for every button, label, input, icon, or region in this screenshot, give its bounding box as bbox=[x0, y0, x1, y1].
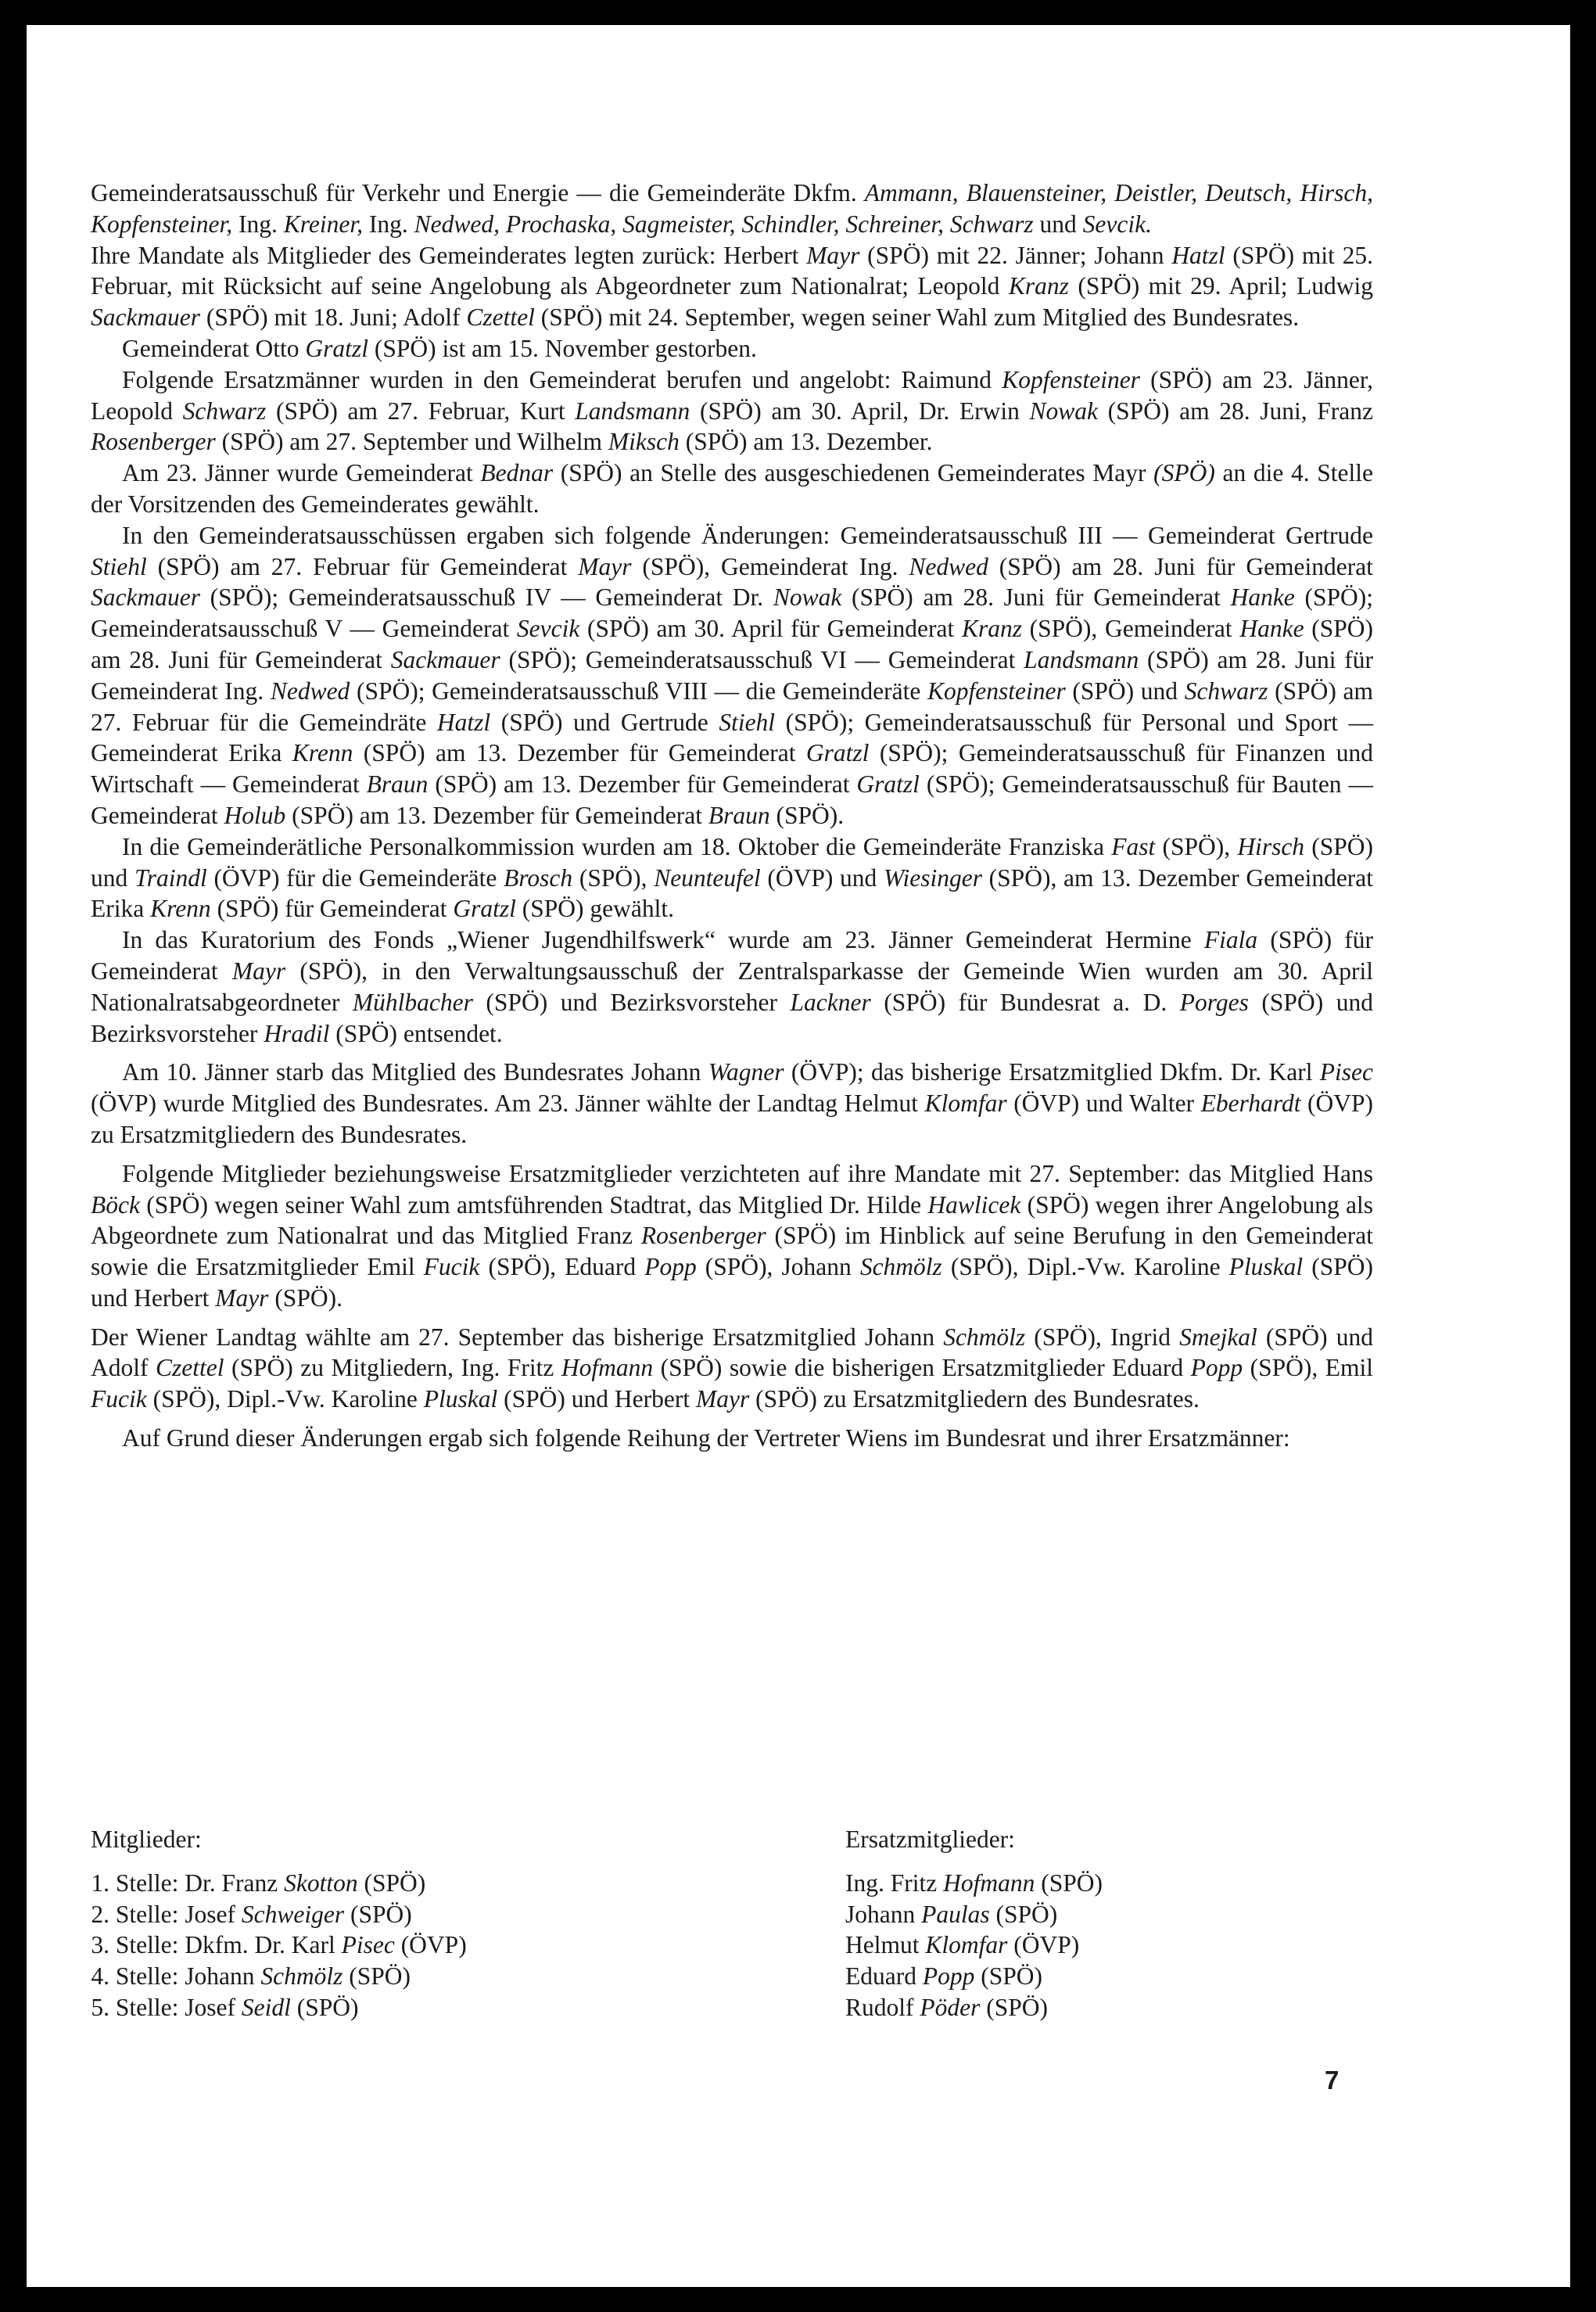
member-entry bbox=[91, 1992, 794, 2023]
person-name: Bednar bbox=[480, 459, 554, 487]
text-run: (SPÖ) mit 22. Jänner; Johann bbox=[859, 241, 1172, 269]
person-name: Böck bbox=[91, 1190, 140, 1219]
substitute-name: Hofmann bbox=[943, 1869, 1035, 1897]
page-number: 7 bbox=[1325, 2066, 1340, 2095]
person-name: Hofmann bbox=[561, 1354, 654, 1382]
text-run: (SPÖ) wegen ihrer Angelobung als Abgeordnete zum Nationalrat und das Mitglied Franz bbox=[91, 1190, 1373, 1250]
member-party: (ÖVP) bbox=[394, 1931, 467, 1959]
text-run: (SPÖ), Gemeinderat Ing. bbox=[631, 552, 909, 580]
text-run: Ing. bbox=[362, 210, 414, 238]
text-run: (SPÖ) und Herbert bbox=[497, 1385, 696, 1413]
person-name: Sackmauer bbox=[91, 303, 200, 332]
text-run: (SPÖ); Gemeinderatsausschuß V — Gemeinderat bbox=[91, 583, 1373, 643]
person-name: Gratzl bbox=[305, 334, 368, 362]
member-entry bbox=[91, 1961, 794, 1992]
text-run: (SPÖ) am 28. Juni für Gemeinderat Ing. bbox=[91, 645, 1374, 705]
text-run: (SPÖ) entsendet. bbox=[329, 1019, 503, 1047]
person-name: Mayr bbox=[695, 1385, 750, 1413]
substitute-prefix: Johann bbox=[845, 1900, 922, 1928]
member-party: (SPÖ) bbox=[357, 1869, 426, 1897]
text-run: Gemeinderatsausschuß für Verkehr und Energie — die Gemeinderäte Dkfm. bbox=[91, 179, 865, 206]
text-run: (ÖVP) wurde Mitglied des Bundesrates. Am 23. Jänner wählte der Landtag Helmut bbox=[91, 1090, 925, 1118]
substitute-party: (SPÖ) bbox=[974, 1962, 1042, 1991]
substitute-prefix: Rudolf bbox=[845, 1993, 920, 2021]
person-name: Braun bbox=[708, 801, 770, 829]
person-name: Fiala bbox=[1203, 926, 1258, 954]
paragraph bbox=[91, 831, 1373, 924]
member-name: Schmölz bbox=[260, 1962, 343, 1991]
person-name: Smejkal bbox=[1179, 1323, 1257, 1351]
substitutes-list bbox=[845, 1868, 1314, 2023]
paragraph bbox=[91, 1322, 1373, 1415]
member-entry bbox=[91, 1930, 794, 1961]
text-run: (SPÖ) am 28. Juni für Gemeinderat bbox=[841, 583, 1231, 612]
person-name: Kreiner, bbox=[283, 210, 363, 238]
person-name: Pluskal bbox=[1228, 1253, 1304, 1281]
person-name: Pisec bbox=[1319, 1058, 1373, 1086]
member-name: Seidl bbox=[241, 1993, 291, 2021]
text-run: (ÖVP) und Walter bbox=[1006, 1090, 1201, 1118]
members-heading: Mitglieder: bbox=[91, 1826, 202, 1853]
substitute-party: (ÖVP) bbox=[1007, 1931, 1080, 1959]
person-name: Rosenberger bbox=[91, 428, 216, 456]
person-name: Czettel bbox=[466, 303, 535, 332]
text-run: (SPÖ) am 30. April für Gemeinderat bbox=[579, 615, 962, 643]
text-run: Folgende Mitglieder beziehungsweise Ersatzmitglieder verzichteten auf ihre Mandate mit 27. September: das Mitglied Hans bbox=[122, 1159, 1373, 1187]
position-number: 3. bbox=[91, 1931, 109, 1959]
person-name: Pluskal bbox=[423, 1385, 498, 1413]
person-name: Gratzl bbox=[453, 895, 516, 923]
text-run: (SPÖ) und Adolf bbox=[91, 1323, 1374, 1382]
text-run: (SPÖ) für Gemeinderat bbox=[91, 926, 1374, 985]
substitutes-heading: Ersatzmitglieder: bbox=[845, 1826, 1015, 1853]
member-party: (SPÖ) bbox=[344, 1900, 412, 1928]
paragraph bbox=[91, 240, 1373, 333]
member-name: Pisec bbox=[341, 1931, 395, 1959]
substitute-name: Popp bbox=[922, 1962, 975, 1991]
text-run: Auf Grund dieser Änderungen ergab sich folgende Reihung der Vertreter Wiens im Bundesrat und ihrer Ersatzmänner: bbox=[122, 1424, 1290, 1452]
text-run: (SPÖ) zu Mitgliedern, Ing. Fritz bbox=[224, 1354, 561, 1382]
person-name: Klomfar bbox=[924, 1090, 1007, 1118]
text-run: (SPÖ) gewählt. bbox=[515, 895, 674, 923]
text-run: (SPÖ), in den Verwaltungsausschuß der Zentralsparkasse der Gemeinde Wien wurden am 30. April Nationalratsabgeordneter bbox=[91, 957, 1373, 1016]
person-name: Hatzl bbox=[1171, 241, 1225, 269]
text-run: In das Kuratorium des Fonds „Wiener Jugendhilfswerk“ wurde am 23. Jänner Gemeinderat Hermine bbox=[122, 926, 1204, 954]
text-run: (SPÖ) am 13. Dezember für Gemeinderat bbox=[285, 801, 708, 829]
text-run: (SPÖ) mit 24. September, wegen seiner Wahl zum Mitglied des Bundesrates. bbox=[534, 303, 1300, 332]
substitute-entry bbox=[845, 1992, 1314, 2023]
paragraph bbox=[91, 178, 1373, 240]
member-entry bbox=[91, 1868, 794, 1899]
member-party: (SPÖ) bbox=[343, 1962, 411, 1991]
person-name: Wiesinger bbox=[883, 863, 982, 892]
member-prefix: Josef bbox=[185, 1993, 242, 2021]
text-run: (SPÖ) am 13. Dezember für Gemeinderat bbox=[353, 739, 806, 767]
position-number: 5. bbox=[91, 1993, 109, 2021]
text-run: (SPÖ) und Gertrude bbox=[490, 708, 719, 736]
person-name: Wagner bbox=[708, 1058, 784, 1086]
person-name: Brosch bbox=[504, 863, 573, 892]
paragraph bbox=[91, 924, 1373, 1049]
person-name: Gratzl bbox=[856, 770, 920, 799]
text-run: (SPÖ); Gemeinderatsausschuß VI — Gemeinderat bbox=[500, 645, 1024, 673]
text-run: Am 10. Jänner starb das Mitglied des Bundesrates Johann bbox=[122, 1058, 708, 1086]
text-run: In den Gemeinderatsausschüssen ergaben sich folgende Änderungen: Gemeinderatsausschuß III — Gemeinderat Gertrude bbox=[122, 521, 1373, 549]
person-name: Neunteufel bbox=[654, 863, 761, 892]
text-run: (SPÖ) am 13. Dezember für Gemeinderat bbox=[428, 770, 857, 799]
person-name: Holub bbox=[224, 801, 286, 829]
text-run: (SPÖ) am 28. Juni für Gemeinderat bbox=[988, 552, 1373, 580]
text-run: (SPÖ) wegen seiner Wahl zum amtsführenden Stadtrat, das Mitglied Dr. Hilde bbox=[139, 1190, 928, 1219]
member-party: (SPÖ) bbox=[290, 1993, 359, 2021]
text-run: (ÖVP) und bbox=[760, 863, 884, 892]
person-name: Hirsch bbox=[1237, 832, 1305, 860]
text-run: Ihre Mandate als Mitglieder des Gemeinderates legten zurück: Herbert bbox=[91, 241, 807, 269]
text-run: (SPÖ), Emil bbox=[1243, 1354, 1373, 1382]
person-name: Nedwed, Prochaska, Sagmeister, Schindler, Schreiner, Schwarz bbox=[414, 210, 1034, 238]
person-name: Miksch bbox=[608, 428, 680, 456]
text-run: Gemeinderat Otto bbox=[122, 334, 306, 362]
substitute-party: (SPÖ) bbox=[980, 1993, 1049, 2021]
member-prefix: Dr. Franz bbox=[185, 1869, 285, 1897]
person-name: Hanke bbox=[1230, 583, 1295, 612]
text-run: (SPÖ), am 13. Dezember Gemeinderat Erika bbox=[91, 863, 1374, 923]
person-name: Hatzl bbox=[436, 708, 491, 736]
substitute-party: (SPÖ) bbox=[1035, 1869, 1103, 1897]
person-name: Schwarz bbox=[1184, 677, 1268, 705]
text-run: (SPÖ) ist am 15. November gestorben. bbox=[368, 334, 757, 362]
text-run: (SPÖ); Gemeinderatsausschuß für Finanzen und Wirtschaft — Gemeinderat bbox=[91, 739, 1373, 799]
text-run: (SPÖ) am 30. April, Dr. Erwin bbox=[690, 397, 1030, 425]
paragraph bbox=[91, 458, 1373, 520]
person-name: Schmölz bbox=[943, 1323, 1026, 1351]
person-name: Nowak bbox=[773, 583, 842, 612]
paragraph bbox=[91, 1423, 1373, 1454]
text-run: (SPÖ). bbox=[769, 801, 845, 829]
person-name: Hawlicek bbox=[927, 1190, 1021, 1219]
member-entry bbox=[91, 1899, 794, 1930]
text-run: (SPÖ), Dipl.-Vw. Karoline bbox=[146, 1385, 424, 1413]
text-run: (SPÖ) am 28. Juni für Gemeinderat bbox=[91, 615, 1374, 673]
person-name: Kopfensteiner bbox=[1002, 365, 1140, 393]
text-run: (SPÖ). bbox=[268, 1283, 343, 1312]
person-name: Hradil bbox=[264, 1019, 330, 1047]
text-run: (SPÖ) mit 25. Februar, mit Rücksicht auf seine Angelobung als Abgeordneter zum Nationalrat; Leopold bbox=[91, 241, 1373, 300]
text-run: (SPÖ), Ingrid bbox=[1025, 1323, 1180, 1351]
text-run: und bbox=[1033, 210, 1083, 238]
member-name: Skotton bbox=[284, 1869, 358, 1897]
text-run: Der Wiener Landtag wählte am 27. September das bisherige Ersatzmitglied Johann bbox=[91, 1323, 944, 1351]
paragraph bbox=[91, 364, 1373, 458]
paragraph bbox=[91, 1158, 1373, 1314]
text-run: (SPÖ) am 28. Juni, Franz bbox=[1098, 397, 1374, 425]
text-run: (SPÖ) am 27. Februar für Gemeinderat bbox=[146, 552, 579, 580]
person-name: Fucik bbox=[423, 1253, 480, 1281]
position-label: Stelle: bbox=[115, 1900, 179, 1928]
body-text bbox=[91, 178, 1373, 1454]
person-name: Rosenberger bbox=[640, 1222, 766, 1250]
text-run: In die Gemeinderätliche Personalkommission wurden am 18. Oktober die Gemeinderäte Franziska bbox=[122, 832, 1112, 860]
person-name: Ammann, Blauensteiner, Deistler, Deutsch, Hirsch, Kopfensteiner, bbox=[91, 179, 1373, 238]
position-number: 2. bbox=[91, 1900, 109, 1928]
person-name: Landsmann bbox=[1024, 645, 1139, 673]
text-run: (SPÖ) und Herbert bbox=[91, 1253, 1373, 1312]
text-run: (SPÖ), bbox=[1155, 832, 1238, 860]
substitute-prefix: Helmut bbox=[845, 1931, 926, 1959]
substitute-prefix: Ing. Fritz bbox=[845, 1869, 944, 1897]
text-run: Am 23. Jänner wurde Gemeinderat bbox=[122, 459, 481, 487]
position-label: Stelle: bbox=[115, 1931, 179, 1959]
person-name: Czettel bbox=[155, 1354, 224, 1382]
text-run: (SPÖ) an Stelle des ausgeschiedenen Gemeinderates Mayr bbox=[553, 459, 1154, 487]
substitute-prefix: Eduard bbox=[845, 1962, 923, 1991]
position-label: Stelle: bbox=[115, 1962, 179, 1991]
text-run: (SPÖ) und bbox=[1065, 677, 1185, 705]
text-run: (SPÖ) für Gemeinderat bbox=[210, 895, 454, 923]
person-name: Nedwed bbox=[909, 552, 988, 580]
member-prefix: Dkfm. Dr. Karl bbox=[185, 1931, 342, 1959]
person-name: Kranz bbox=[961, 615, 1022, 643]
text-run: (SPÖ) mit 29. April; Ludwig bbox=[1068, 272, 1373, 300]
text-run: (SPÖ) und Bezirksvorsteher bbox=[91, 988, 1373, 1047]
person-name: Sackmauer bbox=[390, 645, 500, 673]
person-name: Eberhardt bbox=[1200, 1090, 1301, 1118]
person-name: Lackner bbox=[790, 988, 871, 1016]
text-run: (SPÖ) und Bezirksvorsteher bbox=[472, 988, 791, 1016]
text-run: (SPÖ), Johann bbox=[696, 1253, 860, 1281]
person-name: Hanke bbox=[1239, 615, 1304, 643]
person-name: Traindl bbox=[134, 863, 207, 892]
text-run: (SPÖ); Gemeinderatsausschuß für Personal und Sport — Gemeinderat Erika bbox=[91, 708, 1373, 767]
text-run: (SPÖ) am 23. Jänner, Leopold bbox=[91, 365, 1373, 425]
text-run: Ing. bbox=[232, 210, 284, 238]
member-prefix: Josef bbox=[185, 1900, 242, 1928]
substitute-party: (SPÖ) bbox=[989, 1900, 1058, 1928]
substitutes-column bbox=[845, 1824, 1314, 2023]
person-name: (SPÖ) bbox=[1153, 459, 1215, 487]
substitute-name: Klomfar bbox=[925, 1931, 1008, 1959]
members-column bbox=[91, 1824, 794, 2023]
text-run: (SPÖ) mit 18. Juni; Adolf bbox=[199, 303, 467, 332]
paragraph bbox=[91, 1057, 1373, 1150]
text-run: (SPÖ), Dipl.-Vw. Karoline bbox=[941, 1253, 1229, 1281]
text-run: (SPÖ) am 27. September und Wilhelm bbox=[215, 428, 608, 456]
person-name: Schwarz bbox=[182, 397, 267, 425]
text-run: (SPÖ) im Hinblick auf seine Berufung in den Gemeinderat sowie die Ersatzmitglieder Emil bbox=[91, 1222, 1373, 1281]
members-list bbox=[91, 1868, 794, 2023]
text-run: (ÖVP) zu Ersatzmitgliedern des Bundesrates. bbox=[91, 1090, 1373, 1148]
text-run: an die 4. Stelle der Vorsitzenden des Gemeinderates gewählt. bbox=[91, 459, 1373, 518]
substitute-entry bbox=[845, 1899, 1314, 1930]
position-label: Stelle: bbox=[115, 1869, 179, 1897]
text-run: (SPÖ), Gemeinderat bbox=[1021, 615, 1240, 643]
text-run: (SPÖ); Gemeinderatsausschuß für Bauten — Gemeinderat bbox=[91, 770, 1373, 829]
text-run: Folgende Ersatzmänner wurden in den Gemeinderat berufen und angelobt: Raimund bbox=[122, 365, 1002, 393]
text-run: (SPÖ) am 27. Februar für die Gemeindräte bbox=[91, 677, 1374, 736]
text-run: (SPÖ) am 27. Februar, Kurt bbox=[266, 397, 576, 425]
member-prefix: Johann bbox=[185, 1962, 261, 1991]
substitute-entry bbox=[845, 1868, 1314, 1899]
text-run: (SPÖ) am 13. Dezember. bbox=[679, 428, 933, 456]
person-name: Kranz bbox=[1008, 272, 1069, 300]
substitute-entry bbox=[845, 1961, 1314, 1992]
text-run: (SPÖ), bbox=[572, 863, 655, 892]
text-run: (SPÖ) und bbox=[91, 832, 1374, 892]
text-run: (SPÖ) zu Ersatzmitgliedern des Bundesrates. bbox=[749, 1385, 1200, 1413]
person-name: Mühlbacher bbox=[352, 988, 473, 1016]
text-run: (ÖVP); das bisherige Ersatzmitglied Dkfm. Dr. Karl bbox=[784, 1058, 1320, 1086]
person-name: Sevcik. bbox=[1082, 210, 1152, 238]
text-run: (SPÖ) sowie die bisherigen Ersatzmitglieder Eduard bbox=[653, 1354, 1191, 1382]
person-name: Fast bbox=[1111, 832, 1156, 860]
person-name: Nowak bbox=[1029, 397, 1099, 425]
person-name: Fucik bbox=[91, 1385, 147, 1413]
document-page bbox=[27, 25, 1570, 2287]
person-name: Gratzl bbox=[805, 739, 870, 767]
person-name: Mayr bbox=[806, 241, 860, 269]
person-name: Porges bbox=[1179, 988, 1249, 1016]
person-name: Sevcik bbox=[516, 615, 580, 643]
person-name: Krenn bbox=[150, 895, 211, 923]
person-name: Krenn bbox=[292, 739, 353, 767]
position-label: Stelle: bbox=[115, 1993, 179, 2021]
substitute-name: Paulas bbox=[921, 1900, 990, 1928]
person-name: Stiehl bbox=[719, 708, 776, 736]
person-name: Schmölz bbox=[859, 1253, 942, 1281]
text-run: (SPÖ) für Bundesrat a. D. bbox=[870, 988, 1180, 1016]
person-name: Sackmauer bbox=[91, 583, 200, 612]
person-name: Braun bbox=[366, 770, 429, 799]
paragraph bbox=[91, 520, 1373, 831]
person-name: Nedwed bbox=[270, 677, 350, 705]
text-run: (SPÖ), Eduard bbox=[479, 1253, 645, 1281]
position-number: 1. bbox=[91, 1869, 109, 1897]
person-name: Kopfensteiner bbox=[927, 677, 1066, 705]
person-name: Landsmann bbox=[575, 397, 690, 425]
substitute-entry bbox=[845, 1930, 1314, 1961]
person-name: Mayr bbox=[215, 1283, 269, 1312]
member-name: Schweiger bbox=[241, 1900, 345, 1928]
person-name: Popp bbox=[1190, 1354, 1243, 1382]
person-name: Popp bbox=[644, 1253, 697, 1281]
position-number: 4. bbox=[91, 1962, 109, 1991]
paragraph bbox=[91, 333, 1373, 364]
substitute-name: Pöder bbox=[920, 1993, 981, 2021]
person-name: Stiehl bbox=[91, 552, 147, 580]
person-name: Mayr bbox=[578, 552, 632, 580]
person-name: Mayr bbox=[231, 957, 286, 985]
text-run: (SPÖ); Gemeinderatsausschuß VIII — die Gemeinderäte bbox=[350, 677, 928, 705]
text-run: (SPÖ); Gemeinderatsausschuß IV — Gemeinderat Dr. bbox=[199, 583, 773, 612]
text-run: (ÖVP) für die Gemeinderäte bbox=[206, 863, 504, 892]
